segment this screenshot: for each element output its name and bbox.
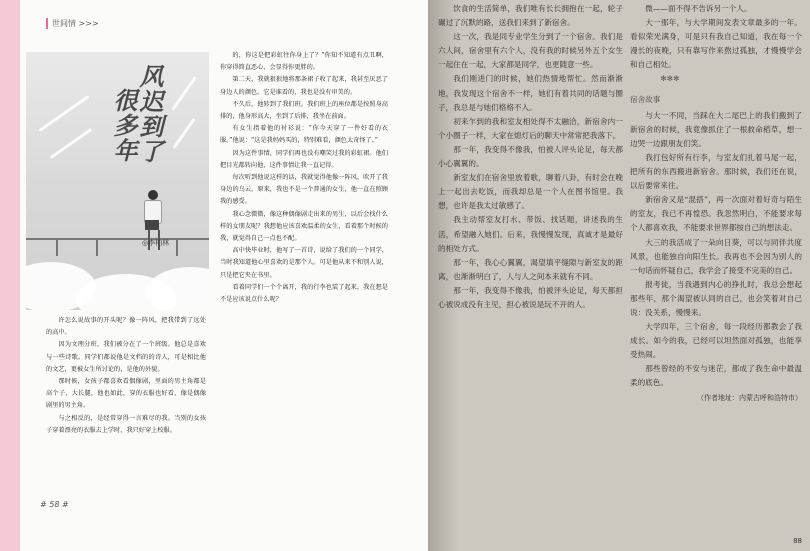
author-address: （作者地址：内蒙古呼和浩特市） (697, 393, 802, 402)
article-illustration (26, 52, 209, 310)
paragraph: 新室友们在宿舍里放着歌，聊着八卦，有时会在晚上一起出去吃饭，而我却总是一个人在图书馆里。我想，也许是我太过敏感了。 (438, 173, 623, 211)
paragraph: 报考徒，当我遇到内心的挣扎时，我总会想起那些年，那个渴望被认同的自己，也会笑着对自己说：没关系，慢慢来。 (630, 279, 802, 317)
paragraph: 初来乍到的我和室友相处得不太融洽，新宿舍内一个小圈子一样，大家在熄灯后的聊天中常常把我落下。 (438, 116, 623, 140)
railing-post (56, 238, 58, 256)
paragraph: 我心念微微，像这种偶像剧走出来的男生，以后会找什么样的女朋友呢？我想他应该喜欢温柔的女生，看着那个时候的我，就觉得自己一点也不配。 (220, 210, 388, 243)
paragraph: 有女生指着他的衬衫说：“你今天穿了一件好看的衣服。”他说：“这是我妈妈买的，特别难看，颜色太奇怪了。” (220, 125, 388, 145)
paragraph: 大三的我活成了一朵向日葵，可以与同伴共度风景，也能独自向阳生长。我再也不会因为别人的一句话而怀疑自己，我学会了接受不完美的自己。 (630, 237, 802, 275)
light-streak (50, 128, 93, 159)
right-page (428, 0, 810, 551)
paragraph: 因为这件事情，同学们再也没有嘲笑过我的彩虹裙。他们把目光都转向他，这件事情让我一直记得。 (220, 149, 388, 169)
paragraph: 每次听到他说这样的话，我就觉得他像一阵风，吹开了我身边的乌云。原来，我也不是一个普通的女生，他一直在照顾我的感受。 (220, 174, 388, 206)
paragraph: 许怎么说故事的开头呢？像一阵风，把我带到了远处的高中。 (46, 317, 206, 337)
paragraph: 因为文理分班，我们被分在了一个班级。他总是喜欢与一些诗歌。同学们都说他是文档的的诗人，可是相比他的文艺，更被女生所讨论的，是他的外貌。 (46, 341, 206, 373)
left-page-number: # 58 # (40, 500, 69, 509)
girl-figure-head (148, 190, 158, 200)
cloud (146, 267, 209, 310)
left-page-column-2 (220, 50, 388, 502)
author-byline: ◎李柏林 (142, 239, 170, 247)
paragraph: 新宿舍又是“混搭”，再一次面对着好奇与陌生的室友，我已不再惶恐。我忽然明白，不能要求每个人都喜欢我，不能要求世界都按自己的想法走。 (630, 195, 802, 233)
railing (26, 238, 209, 240)
paragraph: 大学四年，三个宿舍，每一段经历都教会了我成长。如今的我，已经可以坦然面对孤独，也能享受热闹。 (630, 322, 802, 360)
paragraph: 那一年，我变得不像我，怕被人评头论足，每天都小心翼翼的。 (438, 144, 623, 169)
paragraph: 大一那年，与大学期间发表文章最多的一年。看似荣光满身，可是只有我自己知道，我在每一个漫长的夜晚，只有靠写作来熬过孤独，才慢慢学会和自己相处。 (630, 18, 802, 70)
paragraph: 我主动帮室友打水、带饭、找话题，讲述我的生活，希望融入她们。后来，我慢慢发现，真诚才是最好的相处方式。 (438, 215, 623, 253)
paragraph: 看着同学们一个个离开，我的行李也装了起来，我在想是不是应该说点什么呢？ (220, 283, 388, 304)
paragraph: 饮食的生活简单，我们唯有长长拥抱在一起，轮子碾过了沉默的路，送我们来到了新宿舍。 (438, 4, 623, 28)
section-divider-stars: ✻✻✻ (660, 74, 680, 84)
right-page-column-1 (438, 2, 623, 547)
girl-figure-skirt (145, 220, 159, 230)
paragraph: 这一次，我是同专业学生分到了一个宿舍。我们是六人间，宿舍里有六个人，没有我的时候另外五个女生一起住在一起，大家都是同学，也更随意一些。 (438, 32, 623, 70)
left-page-column-1 (46, 315, 206, 495)
paragraph: 我打包好所有行李，与室友们扎着马尾一起，把所有的东西搬进新宿舍。那时候，我们还在说，以后要常来往。 (630, 152, 802, 191)
title-line-1: 风迟到了 (135, 64, 164, 164)
paragraph: 我们刚进门的时候，她们热情地帮忙。然而渐渐地，我发现这个宿舍不一样，她们有着共同的话题与圈子，我总是与她们格格不入。 (438, 74, 623, 112)
paragraph: 那一年，我心心翼翼，渴望填平缝隙与新室友的距离，也渐渐明白了，人与人之间本来就有不同。 (438, 257, 623, 281)
paragraph: 不久后，他转到了我们班。我们班上的座位都是按照身高排的，他身形高大，坐到了后排，我坐在前面。 (220, 100, 388, 121)
paragraph: 那些曾经的不安与迷茫，都成了我生命中最温柔的底色。 (630, 364, 802, 388)
paragraph: 与大一不同，当踩在大二尾巴上的我们搬到了新宿舍的时候，我竟像抓住了一根救命稻草，想一边哭一边跟朋友们笑。 (630, 110, 802, 148)
paragraph: 那一年，我变得不像我，怕被评头论足，每天都担心被说成没有主见，担心被说是玩不开的人。 (438, 285, 623, 309)
paragraph: 那时候，女孩子都喜欢看偶像剧，里面的男主角都是高个子，大长腿，他也如此，穿的衣服也好看，像是偶像剧里的男主角。 (46, 378, 206, 410)
section-tag: 世间情 >>> (46, 18, 99, 29)
paragraph: 第二天，我就狠狠地将那条裙子收了起来，我甚至厌恶了身边人的颜色。它是谁看的，我也是没有审美的。 (220, 76, 388, 96)
article-title (110, 64, 162, 164)
light-streak (39, 95, 90, 132)
right-page-column-2 (630, 2, 802, 547)
right-page-number: 88 (793, 537, 802, 545)
railing-post (176, 238, 178, 256)
title-line-2: 很多年 (109, 88, 138, 163)
light-streak (171, 76, 196, 110)
section-heading: 宿舍故事 (630, 94, 661, 104)
railing-post (96, 238, 98, 256)
light-streak (172, 118, 195, 149)
paragraph: 微——面不得不告诉另一个人。 (645, 4, 752, 13)
paragraph: 与之相反的，是经常穿得一言难尽的我。当别的女孩子穿着漂亮的衣服去上学时，我只好穿上校服。 (46, 414, 206, 434)
paragraph: 的，你这是把彩虹往你身上了？”你知不知道有点丑啊，你穿得简直恶心，会显得你更胖的。 (220, 52, 388, 72)
paragraph: 高中快毕业时，他写了一首诗，说给了我们的一个同学，当时我知道他心里喜欢的是那个人。可是他从来不和别人说，只是把它夹在书里。 (220, 247, 388, 279)
pink-margin-strip (0, 0, 20, 551)
